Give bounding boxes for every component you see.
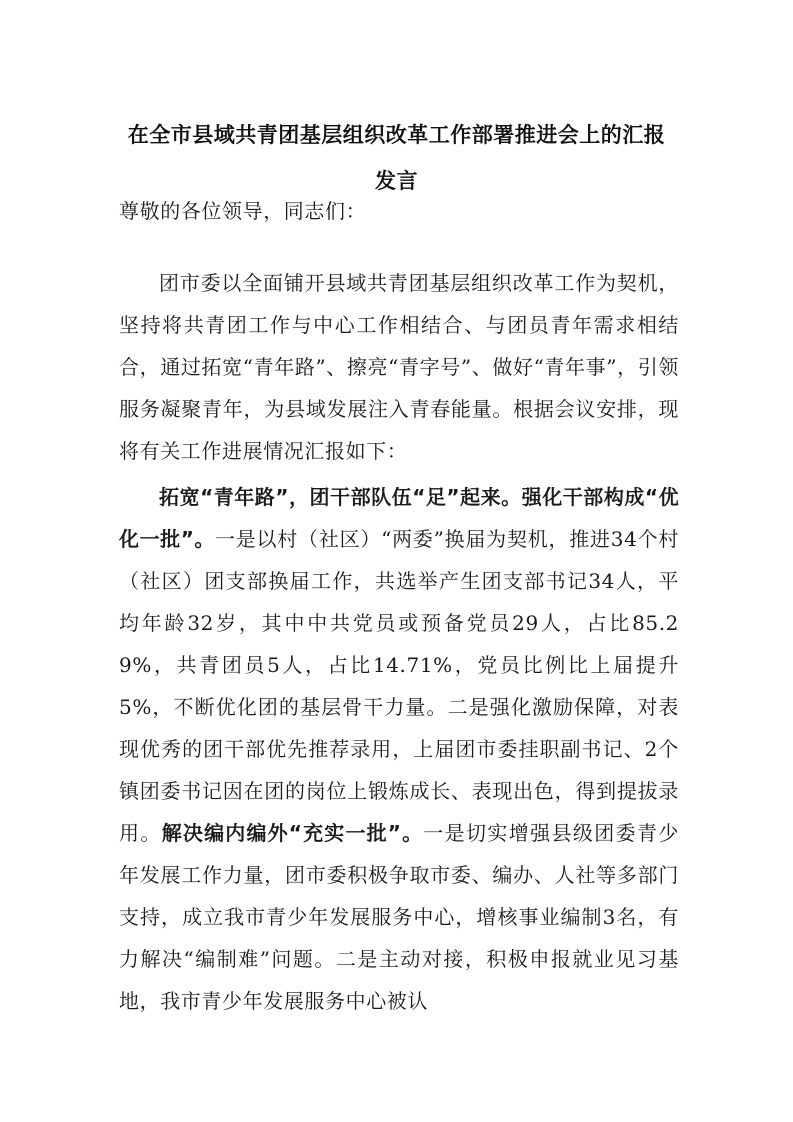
- section-1-subheading-2: 解决编内编外“充实一批”。: [161, 821, 424, 845]
- document-title-line-2: 发言: [375, 169, 418, 193]
- intro-paragraph: 团市委以全面铺开县域共青团基层组织改革工作为契机，坚持将共青团工作与中心工作相结合、与团员青年需求相结合，通过拓宽“青年路”、擦亮“青字号”、做好“青年事”，引领服务凝聚青年，为县域发展注入青春能量。根据会议安排，现将有关工作进展情况汇报如下：: [119, 271, 679, 463]
- section-1-text-2: 一是切实增强县级团委青少年发展工作力量，团市委积极争取市委、编办、人社等多部门支持，成立我市青少年发展服务中心，增核事业编制3名，有力解决“编制难”问题。二是主动对接，积极申报就业见习基地，我市青少年发展服务中心被认: [119, 821, 679, 1013]
- section-1-heading: 拓宽“青年路”，团干部队伍“足”起来。: [159, 485, 522, 509]
- section-1-paragraph: [119, 476, 679, 1036]
- document-title-line-1: 在全市县域共青团基层组织改革工作部署推进会上的汇报: [127, 123, 666, 147]
- section-1-text-1: 一是以村（社区）“两委”换届为契机，推进34个村（社区）团支部换届工作，共选举产生团支部书记34人，平均年龄32岁，其中中共党员或预备党员29人，占比85.29%，共青团员5人，占比14.71%，党员比例比上届提升5%，不断优化团的基层骨干力量。二是强化激励保障，对表现优秀的团干部优先推荐录用，上届团市委挂职副书记、2个镇团委书记因在团的岗位上锻炼成长、表现出色，得到提拔录用。: [119, 527, 679, 845]
- salutation: 尊敬的各位领导，同志们：: [119, 199, 367, 223]
- section-1-subheading-1: 强化干部构成“优化一批”。: [119, 485, 679, 551]
